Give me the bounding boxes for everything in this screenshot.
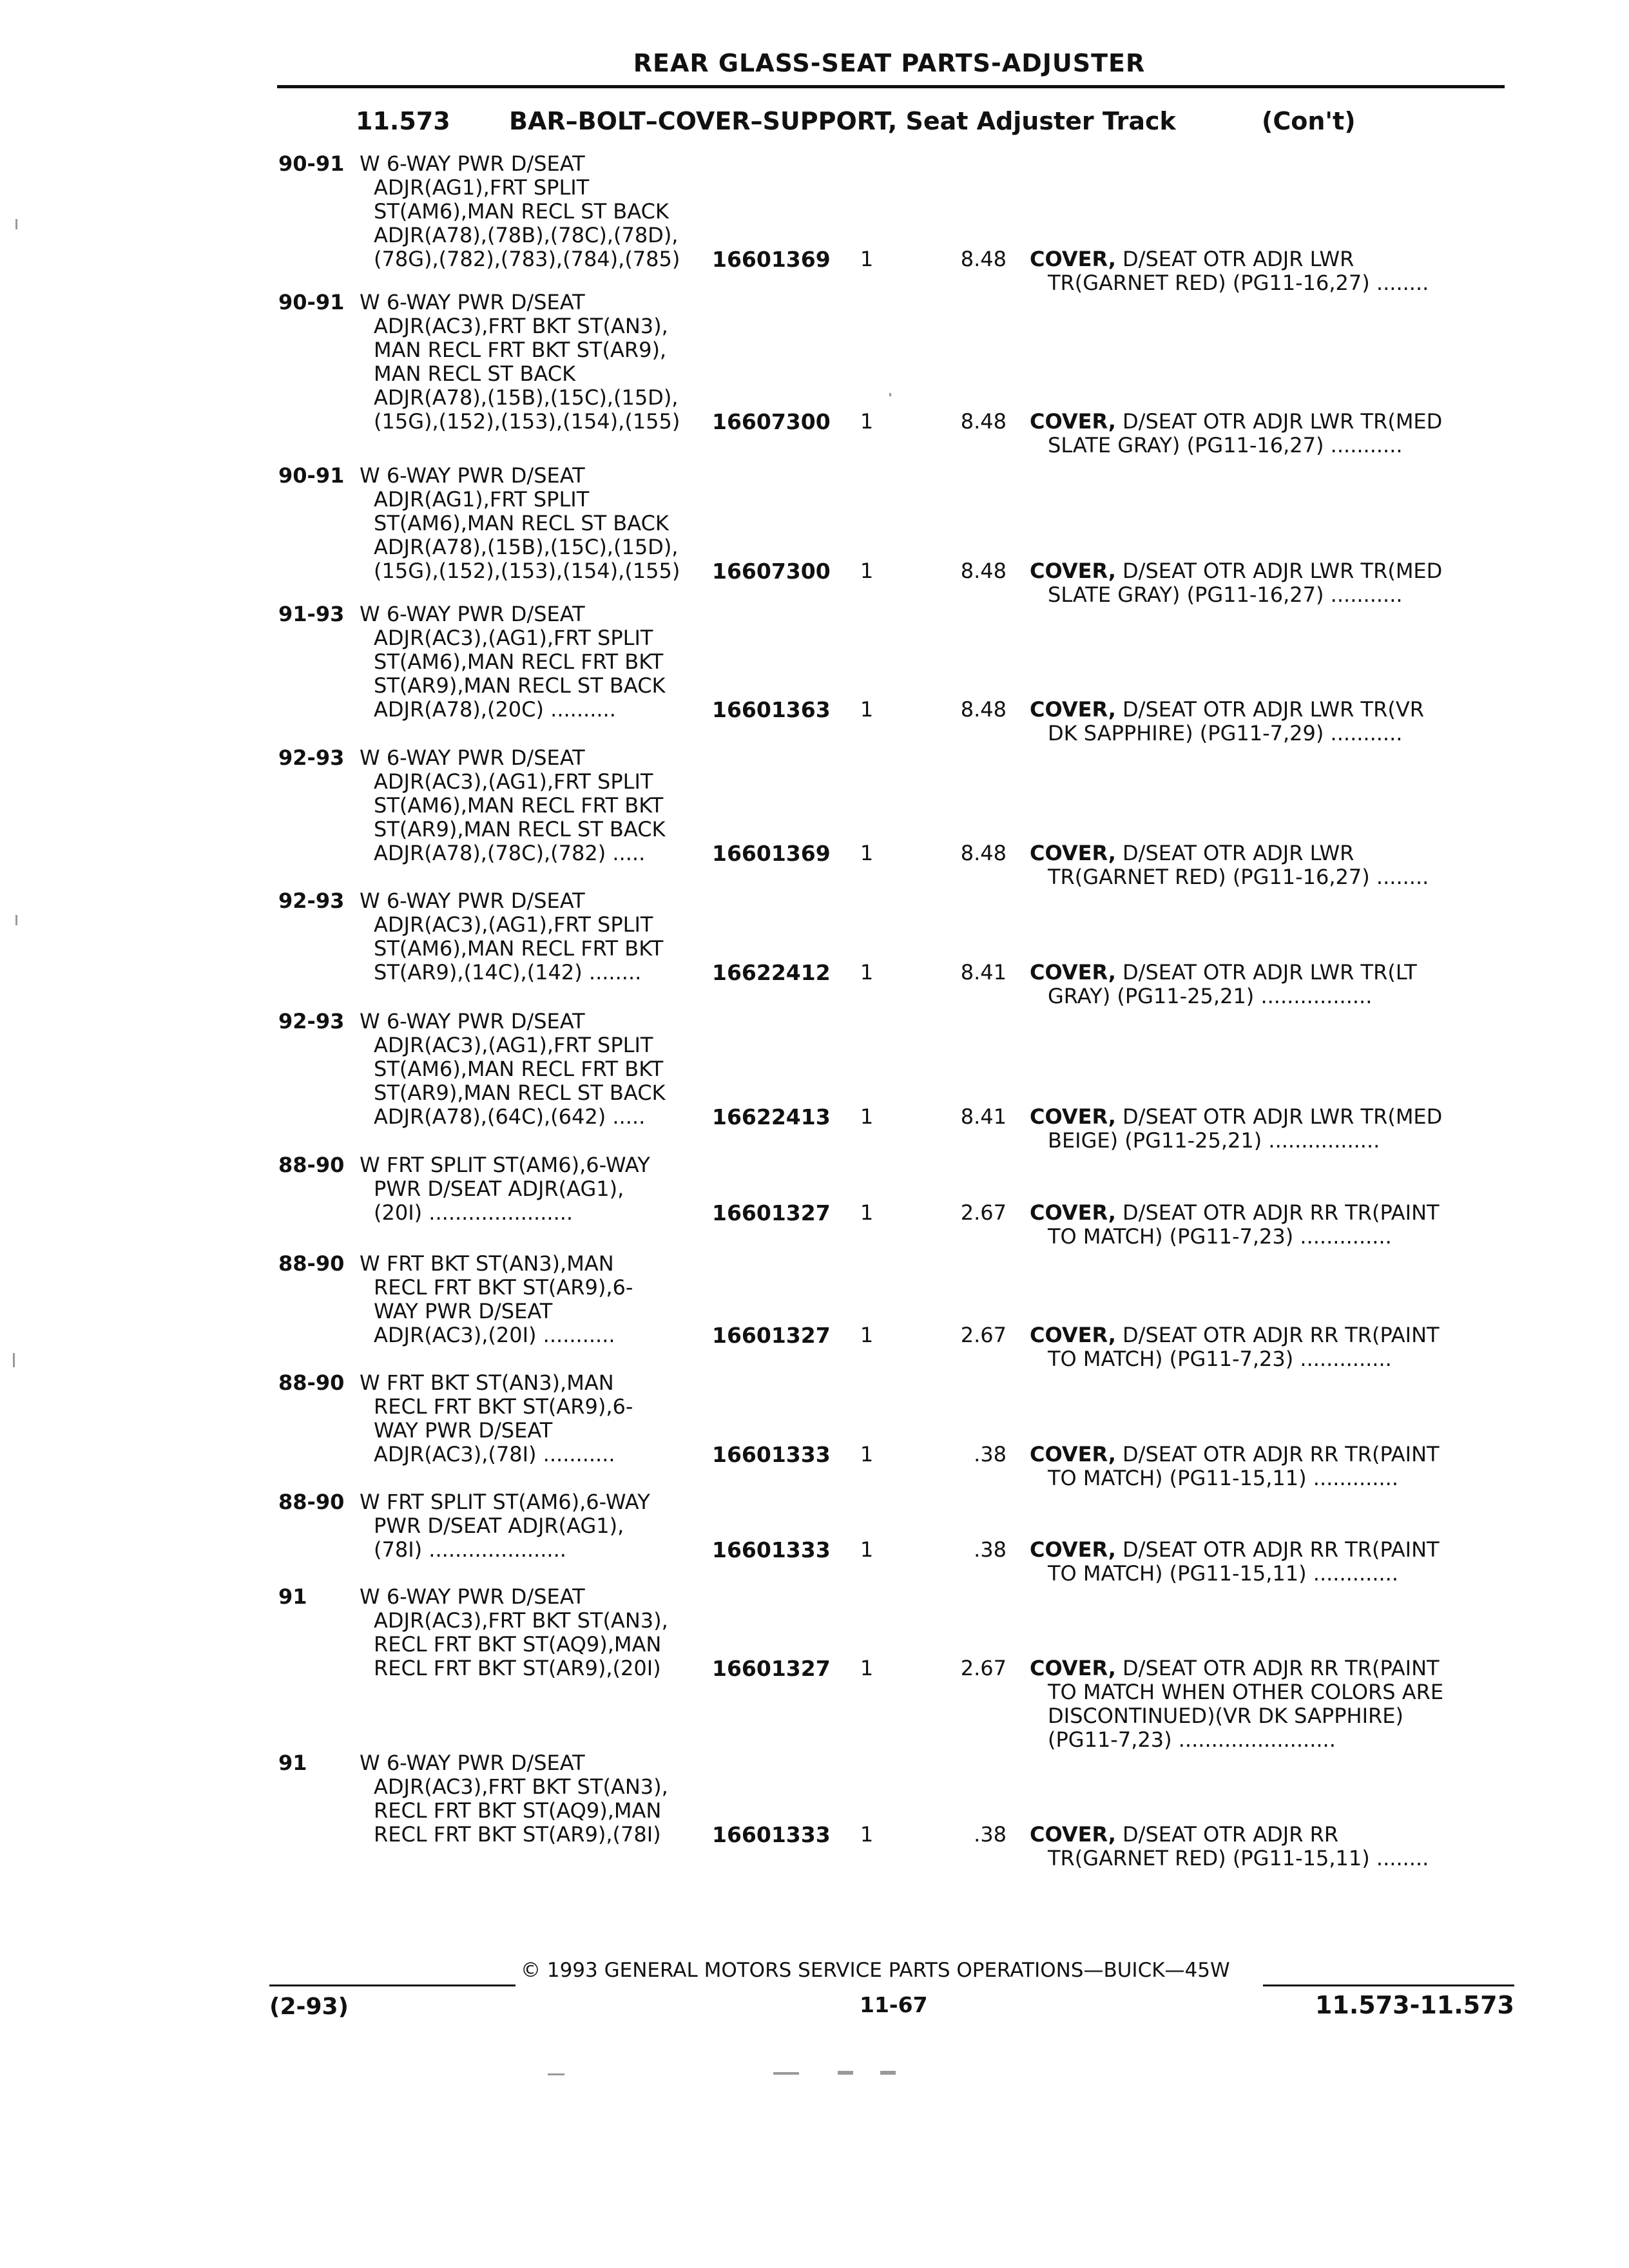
- price: 8.41: [960, 1104, 1007, 1129]
- model-years: 91-93: [278, 602, 345, 626]
- quantity: 1: [860, 1104, 874, 1129]
- description-line: ST(AR9),(14C),(142) ........: [374, 960, 642, 985]
- footer-rule-left: [269, 1984, 516, 1986]
- description-line: W 6-WAY PWR D/SEAT: [360, 889, 585, 913]
- description-line: PWR D/SEAT ADJR(AG1),: [374, 1177, 624, 1201]
- part-description: [1030, 1443, 1507, 1490]
- description-line: ST(AM6),MAN RECL FRT BKT: [374, 793, 664, 818]
- part-description-line: [1030, 1538, 1507, 1562]
- part-description-line: [1030, 1323, 1507, 1347]
- description-line: ADJR(AC3),FRT BKT ST(AN3),: [374, 314, 668, 338]
- part-description-text: D/SEAT OTR ADJR RR TR(PAINT: [1123, 1537, 1440, 1562]
- description-line: ST(AM6),MAN RECL ST BACK: [374, 511, 669, 535]
- description-line: W 6-WAY PWR D/SEAT: [360, 290, 585, 314]
- part-number: 16607300: [712, 409, 831, 434]
- price: 8.48: [960, 409, 1007, 434]
- application-description: [360, 152, 708, 271]
- part-number: 16601369: [712, 841, 831, 866]
- description-line: ST(AM6),MAN RECL FRT BKT: [374, 1057, 664, 1081]
- model-years: 88-90: [278, 1251, 345, 1276]
- footer-copyright: © 1993 GENERAL MOTORS SERVICE PARTS OPERATIONS—BUICK—45W: [521, 1959, 1230, 1982]
- description-line: ST(AM6),MAN RECL ST BACK: [374, 199, 669, 224]
- section-title: BAR–BOLT–COVER–SUPPORT, Seat Adjuster Track: [509, 107, 1176, 135]
- price: .38: [974, 1442, 1007, 1466]
- description-line: (78I) .....................: [374, 1537, 566, 1562]
- description-line: ADJR(AC3),(AG1),FRT SPLIT: [374, 769, 653, 794]
- application-description: [360, 464, 708, 583]
- part-name-lead: COVER,: [1030, 1822, 1116, 1847]
- part-number: 16601333: [712, 1537, 831, 1562]
- quantity: 1: [860, 960, 874, 985]
- price: 8.48: [960, 841, 1007, 865]
- description-line: WAY PWR D/SEAT: [374, 1418, 553, 1443]
- part-description: [1030, 1201, 1507, 1249]
- scan-speck: [838, 2071, 853, 2075]
- description-line: ST(AR9),MAN RECL ST BACK: [374, 1081, 666, 1105]
- part-description-line: TO MATCH) (PG11-15,11) .............: [1048, 1561, 1398, 1586]
- part-number: 16601333: [712, 1822, 831, 1847]
- part-name-lead: COVER,: [1030, 1323, 1116, 1347]
- part-number: 16601327: [712, 1200, 831, 1225]
- application-description: [360, 746, 708, 865]
- application-description: [360, 1010, 708, 1129]
- header-rule: [277, 85, 1505, 88]
- part-description: [1030, 841, 1507, 889]
- part-description-line: [1030, 1201, 1507, 1225]
- part-description-line: TO MATCH) (PG11-15,11) .............: [1048, 1466, 1398, 1490]
- part-description-text: D/SEAT OTR ADJR LWR TR(MED: [1123, 409, 1443, 434]
- model-years: 91: [278, 1751, 307, 1775]
- application-description: [360, 1751, 708, 1847]
- section-continued: (Con't): [1262, 107, 1356, 135]
- price: .38: [974, 1822, 1007, 1847]
- part-number: 16601369: [712, 247, 831, 272]
- price: 2.67: [960, 1323, 1007, 1347]
- description-line: RECL FRT BKT ST(AR9),(78I): [374, 1822, 661, 1847]
- part-number: 16601327: [712, 1323, 831, 1348]
- part-description-text: D/SEAT OTR ADJR LWR TR(MED: [1123, 1104, 1443, 1129]
- part-description-text: D/SEAT OTR ADJR LWR TR(MED: [1123, 559, 1443, 583]
- part-number: 16607300: [712, 559, 831, 584]
- quantity: 1: [860, 697, 874, 722]
- description-line: ADJR(AC3),(78I) ...........: [374, 1442, 615, 1466]
- scan-speck: [15, 219, 17, 229]
- part-description-line: GRAY) (PG11-25,21) .................: [1048, 984, 1373, 1008]
- part-description-text: D/SEAT OTR ADJR RR: [1123, 1822, 1339, 1847]
- footer-rule-right: [1263, 1984, 1514, 1986]
- part-description: [1030, 559, 1507, 607]
- part-description-line: SLATE GRAY) (PG11-16,27) ...........: [1048, 433, 1403, 457]
- price: 8.41: [960, 960, 1007, 985]
- application-description: [360, 1371, 708, 1466]
- model-years: 91: [278, 1584, 307, 1609]
- section-number: 11.573: [356, 107, 450, 135]
- description-line: RECL FRT BKT ST(AQ9),MAN: [374, 1632, 662, 1657]
- part-name-lead: COVER,: [1030, 1656, 1116, 1680]
- description-line: W 6-WAY PWR D/SEAT: [360, 1584, 585, 1609]
- description-line: (20I) ......................: [374, 1200, 574, 1225]
- description-line: ADJR(AC3),FRT BKT ST(AN3),: [374, 1774, 668, 1799]
- part-description-line: [1030, 698, 1507, 722]
- price: 8.48: [960, 247, 1007, 271]
- part-description: [1030, 1538, 1507, 1586]
- application-description: [360, 889, 708, 985]
- description-line: ADJR(AC3),(20I) ...........: [374, 1323, 615, 1347]
- part-description-line: TR(GARNET RED) (PG11-15,11) ........: [1048, 1846, 1429, 1870]
- quantity: 1: [860, 1656, 874, 1680]
- quantity: 1: [860, 841, 874, 865]
- part-name-lead: COVER,: [1030, 559, 1116, 583]
- price: .38: [974, 1537, 1007, 1562]
- description-line: RECL FRT BKT ST(AR9),6-: [374, 1275, 633, 1300]
- part-number: 16622412: [712, 960, 831, 985]
- quantity: 1: [860, 1442, 874, 1466]
- price: 2.67: [960, 1200, 1007, 1225]
- part-description-line: [1030, 559, 1507, 583]
- model-years: 92-93: [278, 889, 345, 913]
- description-line: W 6-WAY PWR D/SEAT: [360, 151, 585, 176]
- part-description-line: TR(GARNET RED) (PG11-16,27) ........: [1048, 865, 1429, 889]
- description-line: W FRT SPLIT ST(AM6),6-WAY: [360, 1490, 650, 1514]
- model-years: 90-91: [278, 151, 345, 176]
- description-line: W FRT BKT ST(AN3),MAN: [360, 1251, 614, 1276]
- part-description-line: DK SAPPHIRE) (PG11-7,29) ...........: [1048, 721, 1403, 745]
- part-description-line: [1030, 410, 1507, 434]
- description-line: RECL FRT BKT ST(AR9),6-: [374, 1394, 633, 1419]
- scan-speck: [13, 1353, 15, 1367]
- description-line: ADJR(AC3),(AG1),FRT SPLIT: [374, 912, 653, 937]
- model-years: 92-93: [278, 745, 345, 770]
- description-line: ST(AR9),MAN RECL ST BACK: [374, 673, 666, 698]
- description-line: RECL FRT BKT ST(AR9),(20I): [374, 1656, 661, 1680]
- description-line: W 6-WAY PWR D/SEAT: [360, 1751, 585, 1775]
- quantity: 1: [860, 1323, 874, 1347]
- description-line: (78G),(782),(783),(784),(785): [374, 247, 680, 271]
- description-line: ADJR(AC3),FRT BKT ST(AN3),: [374, 1608, 668, 1633]
- part-description-text: D/SEAT OTR ADJR LWR: [1123, 247, 1354, 271]
- model-years: 92-93: [278, 1009, 345, 1033]
- description-line: ST(AM6),MAN RECL FRT BKT: [374, 649, 664, 674]
- description-line: RECL FRT BKT ST(AQ9),MAN: [374, 1798, 662, 1823]
- description-line: ST(AR9),MAN RECL ST BACK: [374, 817, 666, 841]
- application-description: [360, 1153, 708, 1225]
- part-description-line: TR(GARNET RED) (PG11-16,27) ........: [1048, 271, 1429, 295]
- description-line: ADJR(AC3),(AG1),FRT SPLIT: [374, 1033, 653, 1057]
- description-line: PWR D/SEAT ADJR(AG1),: [374, 1514, 624, 1538]
- part-description-line: [1030, 961, 1507, 985]
- application-description: [360, 602, 708, 722]
- part-description: [1030, 410, 1507, 457]
- description-line: ADJR(A78),(64C),(642) .....: [374, 1104, 646, 1129]
- description-line: W 6-WAY PWR D/SEAT: [360, 1009, 585, 1033]
- part-description-text: D/SEAT OTR ADJR RR TR(PAINT: [1123, 1323, 1440, 1347]
- part-description-line: [1030, 247, 1507, 271]
- part-description-line: DISCONTINUED)(VR DK SAPPHIRE): [1048, 1704, 1403, 1728]
- scan-speck: [548, 2073, 564, 2075]
- quantity: 1: [860, 247, 874, 271]
- description-line: W 6-WAY PWR D/SEAT: [360, 463, 585, 488]
- part-name-lead: COVER,: [1030, 1537, 1116, 1562]
- part-description: [1030, 1105, 1507, 1153]
- part-description-line: TO MATCH) (PG11-7,23) ..............: [1048, 1347, 1392, 1371]
- part-description-text: D/SEAT OTR ADJR LWR TR(VR: [1123, 697, 1424, 722]
- description-line: W FRT SPLIT ST(AM6),6-WAY: [360, 1153, 650, 1177]
- part-description-line: [1030, 1443, 1507, 1466]
- part-name-lead: COVER,: [1030, 1104, 1116, 1129]
- part-description-line: TO MATCH WHEN OTHER COLORS ARE: [1048, 1680, 1444, 1704]
- description-line: ST(AM6),MAN RECL FRT BKT: [374, 936, 664, 961]
- scan-speck: [773, 2072, 799, 2075]
- application-description: [360, 1490, 708, 1562]
- description-line: W 6-WAY PWR D/SEAT: [360, 745, 585, 770]
- part-number: 16601333: [712, 1442, 831, 1467]
- description-line: W 6-WAY PWR D/SEAT: [360, 602, 585, 626]
- part-name-lead: COVER,: [1030, 841, 1116, 865]
- footer-date: (2-93): [269, 1994, 349, 2020]
- part-description: [1030, 247, 1507, 295]
- part-description-text: D/SEAT OTR ADJR LWR TR(LT: [1123, 960, 1417, 985]
- model-years: 90-91: [278, 463, 345, 488]
- description-line: MAN RECL FRT BKT ST(AR9),: [374, 338, 667, 362]
- part-description-line: [1030, 841, 1507, 865]
- application-description: [360, 291, 708, 434]
- scan-speck: [889, 393, 891, 396]
- part-description-line: TO MATCH) (PG11-7,23) ..............: [1048, 1224, 1392, 1249]
- quantity: 1: [860, 559, 874, 583]
- page-header: REAR GLASS-SEAT PARTS-ADJUSTER: [633, 49, 1146, 77]
- model-years: 88-90: [278, 1370, 345, 1395]
- part-description-line: SLATE GRAY) (PG11-16,27) ...........: [1048, 582, 1403, 607]
- description-line: ADJR(AC3),(AG1),FRT SPLIT: [374, 626, 653, 650]
- description-line: ADJR(A78),(78C),(782) .....: [374, 841, 646, 865]
- model-years: 88-90: [278, 1153, 345, 1177]
- quantity: 1: [860, 1537, 874, 1562]
- description-line: (15G),(152),(153),(154),(155): [374, 409, 680, 434]
- description-line: (15G),(152),(153),(154),(155): [374, 559, 680, 583]
- scan-speck: [15, 915, 17, 925]
- description-line: ADJR(A78),(78B),(78C),(78D),: [374, 223, 679, 247]
- part-name-lead: COVER,: [1030, 409, 1116, 434]
- scan-speck: [880, 2071, 896, 2075]
- description-line: ADJR(AG1),FRT SPLIT: [374, 487, 590, 512]
- quantity: 1: [860, 1200, 874, 1225]
- part-description-text: D/SEAT OTR ADJR RR TR(PAINT: [1123, 1200, 1440, 1225]
- part-number: 16601327: [712, 1656, 831, 1681]
- application-description: [360, 1252, 708, 1347]
- part-description-line: [1030, 1105, 1507, 1129]
- description-line: W FRT BKT ST(AN3),MAN: [360, 1370, 614, 1395]
- description-line: ADJR(A78),(20C) ..........: [374, 697, 616, 722]
- part-name-lead: COVER,: [1030, 1442, 1116, 1466]
- part-name-lead: COVER,: [1030, 1200, 1116, 1225]
- description-line: ADJR(A78),(15B),(15C),(15D),: [374, 535, 679, 559]
- quantity: 1: [860, 1822, 874, 1847]
- application-description: [360, 1585, 708, 1680]
- footer-section-range: 11.573-11.573: [1315, 1991, 1514, 2019]
- model-years: 90-91: [278, 290, 345, 314]
- part-description-line: [1030, 1657, 1507, 1680]
- part-name-lead: COVER,: [1030, 960, 1116, 985]
- price: 2.67: [960, 1656, 1007, 1680]
- part-description-line: (PG11-7,23) ........................: [1048, 1727, 1336, 1752]
- part-description-text: D/SEAT OTR ADJR RR TR(PAINT: [1123, 1442, 1440, 1466]
- part-name-lead: COVER,: [1030, 697, 1116, 722]
- part-description: [1030, 698, 1507, 745]
- price: 8.48: [960, 559, 1007, 583]
- part-description-line: BEIGE) (PG11-25,21) .................: [1048, 1128, 1380, 1153]
- part-name-lead: COVER,: [1030, 247, 1116, 271]
- quantity: 1: [860, 409, 874, 434]
- description-line: ADJR(AG1),FRT SPLIT: [374, 175, 590, 200]
- part-description-text: D/SEAT OTR ADJR LWR: [1123, 841, 1354, 865]
- model-years: 88-90: [278, 1490, 345, 1514]
- description-line: MAN RECL ST BACK: [374, 361, 576, 386]
- part-description-line: [1030, 1823, 1507, 1847]
- part-number: 16622413: [712, 1104, 831, 1129]
- price: 8.48: [960, 697, 1007, 722]
- part-description-text: D/SEAT OTR ADJR RR TR(PAINT: [1123, 1656, 1440, 1680]
- footer-page-number: 11-67: [860, 1992, 928, 2017]
- part-description: [1030, 1657, 1507, 1752]
- part-description: [1030, 1323, 1507, 1371]
- part-description: [1030, 961, 1507, 1008]
- part-description: [1030, 1823, 1507, 1870]
- description-line: WAY PWR D/SEAT: [374, 1299, 553, 1323]
- part-number: 16601363: [712, 697, 831, 722]
- description-line: ADJR(A78),(15B),(15C),(15D),: [374, 385, 679, 410]
